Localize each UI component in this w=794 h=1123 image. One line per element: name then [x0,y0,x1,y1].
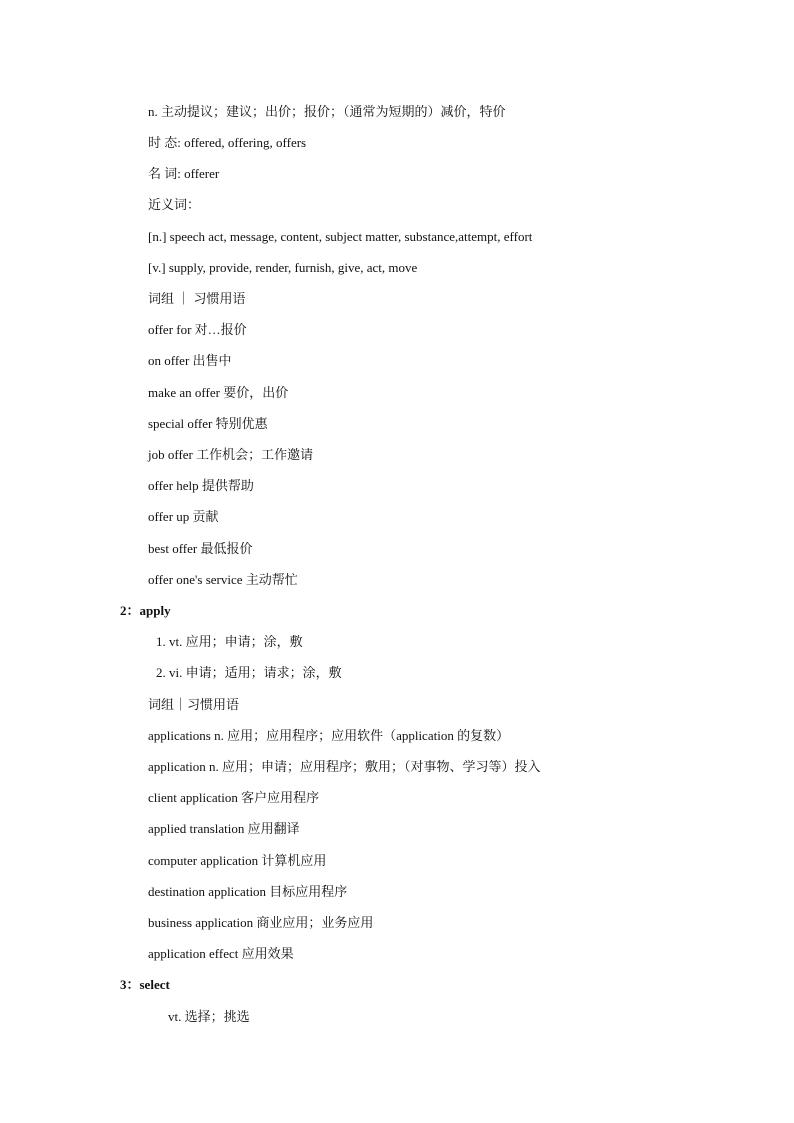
phrase-item: offer for 对…报价 [148,322,247,337]
offer-noun-definition: n. 主动提议；建议；出价；报价；（通常为短期的）减价，特价 [148,104,506,119]
phrase-item: best offer 最低报价 [148,541,253,556]
phrase-item: offer help 提供帮助 [148,478,254,493]
synonyms-verb: [v.] supply, provide, render, furnish, give, act, move [148,260,418,275]
synonyms-label: 近义词： [148,197,201,212]
offer-phrases-label: 词组 ｜ 习惯用语 [148,291,246,306]
select-definition: vt. 选择；挑选 [168,1009,250,1024]
phrase-item: client application 客户应用程序 [148,790,320,805]
phrase-item: destination application 目标应用程序 [148,884,348,899]
phrase-item: offer one's service 主动帮忙 [148,572,298,587]
select-heading: 3：select [120,977,170,992]
phrase-item: application n. 应用；申请；应用程序；敷用；（对事物、学习等）投入 [148,759,541,774]
offer-noun-form: 名 词: offerer [148,166,220,181]
phrase-item: applications n. 应用；应用程序；应用软件（application 的复数） [148,728,510,743]
phrase-item: job offer 工作机会；工作邀请 [148,447,314,462]
phrase-item: special offer 特别优惠 [148,416,268,431]
phrase-item: on offer 出售中 [148,353,232,368]
phrase-item: make an offer 要价，出价 [148,385,289,400]
phrase-item: offer up 贡献 [148,509,219,524]
apply-heading: 2：apply [120,603,171,618]
apply-definition: 2. vi. 申请；适用；请求；涂，敷 [156,665,342,680]
phrase-item: business application 商业应用；业务应用 [148,915,374,930]
phrase-item: application effect 应用效果 [148,946,294,961]
apply-definition: 1. vt. 应用；申请；涂，敷 [156,634,303,649]
synonyms-noun: [n.] speech act, message, content, subject matter, substance,attempt, effort [148,229,533,244]
offer-tense-forms: 时 态: offered, offering, offers [148,135,307,150]
phrase-item: computer application 计算机应用 [148,853,327,868]
apply-phrases-label: 词组｜习惯用语 [148,697,240,712]
phrase-item: applied translation 应用翻译 [148,821,300,836]
